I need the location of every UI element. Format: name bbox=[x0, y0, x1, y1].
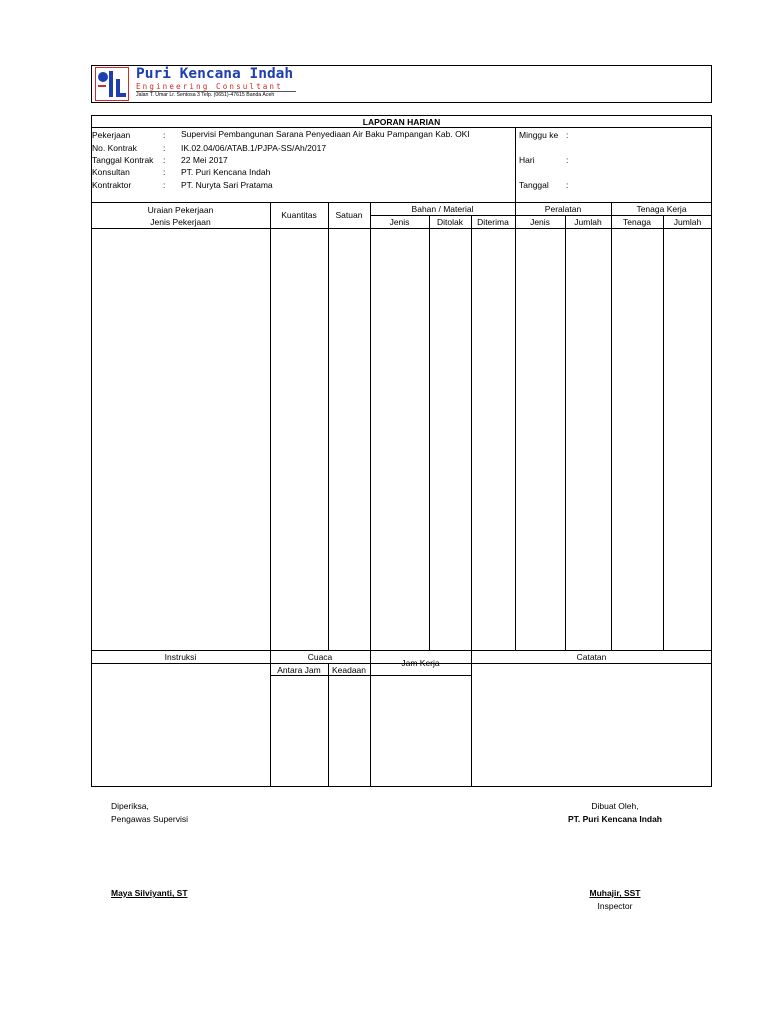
signature-left-name: Maya Silviyanti, ST bbox=[111, 888, 188, 898]
header-peralatan-jenis: Jenis bbox=[530, 217, 550, 227]
info-sep: : bbox=[163, 130, 166, 140]
info-label-tanggal-kontrak: Tanggal Kontrak bbox=[92, 155, 154, 165]
divider bbox=[370, 215, 712, 216]
info-sep: : bbox=[566, 155, 569, 165]
signature-right-title: Inspector bbox=[597, 901, 633, 911]
column-line bbox=[328, 663, 329, 787]
company-address: Jalan T. Umar Lr. Sentosa 3 Telp. (0651)-47615 Banda Aceh bbox=[136, 92, 275, 98]
divider bbox=[91, 202, 712, 203]
column-line bbox=[429, 215, 430, 650]
info-sep: : bbox=[566, 180, 569, 190]
header-bahan-material: Bahan / Material bbox=[411, 204, 474, 214]
info-sep: : bbox=[163, 180, 166, 190]
column-line bbox=[328, 202, 329, 650]
info-sep: : bbox=[163, 155, 166, 165]
info-label-pekerjaan: Pekerjaan bbox=[92, 130, 131, 140]
info-value-no-kontrak: IK.02.04/06/ATAB.1/PJPA-SS/Ah/2017 bbox=[181, 143, 327, 153]
column-line bbox=[370, 650, 371, 787]
header-uraian-pekerjaan: Uraian Pekerjaan bbox=[147, 205, 214, 215]
column-line bbox=[663, 215, 664, 650]
divider bbox=[91, 228, 712, 229]
signature-right-name: Muhajir, SST bbox=[589, 888, 641, 898]
header-tenaga-kerja: Tenaga Kerja bbox=[636, 204, 687, 214]
column-line bbox=[471, 650, 472, 787]
header-tenaga: Tenaga bbox=[623, 217, 651, 227]
header-diterima: Diterima bbox=[477, 217, 509, 227]
divider bbox=[515, 127, 516, 202]
info-value-pekerjaan: Supervisi Pembangunan Sarana Penyediaan Air Baku Pampangan Kab. OKI bbox=[181, 129, 470, 139]
info-label-kontraktor: Kontraktor bbox=[92, 180, 132, 190]
report-title: LAPORAN HARIAN bbox=[362, 117, 441, 127]
info-label-minggu-ke: Minggu ke bbox=[519, 130, 559, 140]
header-ditolak: Ditolak bbox=[437, 217, 463, 227]
info-label-tanggal: Tanggal bbox=[519, 180, 549, 190]
header-instruksi: Instruksi bbox=[164, 652, 197, 662]
header-jam-kerja: Jam Kerja bbox=[401, 658, 440, 668]
column-line bbox=[515, 202, 516, 650]
company-name: Puri Kencana Indah bbox=[136, 66, 294, 82]
header-antara-jam: Antara Jam bbox=[277, 665, 321, 675]
signature-left-line2: Pengawas Supervisi bbox=[111, 814, 189, 824]
signature-left-line1: Diperiksa, bbox=[111, 801, 149, 811]
header-catatan: Catatan bbox=[576, 652, 607, 662]
info-label-hari: Hari bbox=[519, 155, 535, 165]
column-line bbox=[270, 202, 271, 650]
info-value-tanggal-kontrak: 22 Mei 2017 bbox=[181, 155, 228, 165]
info-label-no-kontrak: No. Kontrak bbox=[92, 143, 137, 153]
company-subtitle: Engineering Consultant bbox=[136, 82, 283, 91]
info-sep: : bbox=[163, 167, 166, 177]
info-value-kontraktor: PT. Nuryta Sari Pratama bbox=[181, 180, 273, 190]
header-keadaan: Keadaan bbox=[331, 665, 367, 675]
header-peralatan: Peralatan bbox=[544, 204, 582, 214]
header-tenaga-jumlah: Jumlah bbox=[673, 217, 702, 227]
header-cuaca: Cuaca bbox=[307, 652, 333, 662]
company-logo bbox=[95, 67, 129, 101]
column-line bbox=[611, 202, 612, 650]
divider bbox=[91, 127, 712, 128]
column-line bbox=[565, 215, 566, 650]
signature-right-line1: Dibuat Oleh, bbox=[591, 801, 639, 811]
info-sep: : bbox=[566, 130, 569, 140]
header-peralatan-jumlah: Jumlah bbox=[574, 217, 602, 227]
signature-right-line2: PT. Puri Kencana Indah bbox=[568, 814, 662, 824]
header-kuantitas: Kuantitas bbox=[281, 210, 317, 220]
divider bbox=[91, 650, 712, 651]
column-line bbox=[471, 215, 472, 650]
info-label-konsultan: Konsultan bbox=[92, 167, 130, 177]
column-line bbox=[370, 202, 371, 650]
header-bahan-jenis: Jenis bbox=[389, 217, 410, 227]
info-sep: : bbox=[163, 143, 166, 153]
info-value-konsultan: PT. Puri Kencana Indah bbox=[181, 167, 271, 177]
header-jenis-pekerjaan: Jenis Pekerjaan bbox=[150, 217, 211, 227]
header-satuan: Satuan bbox=[335, 210, 363, 220]
